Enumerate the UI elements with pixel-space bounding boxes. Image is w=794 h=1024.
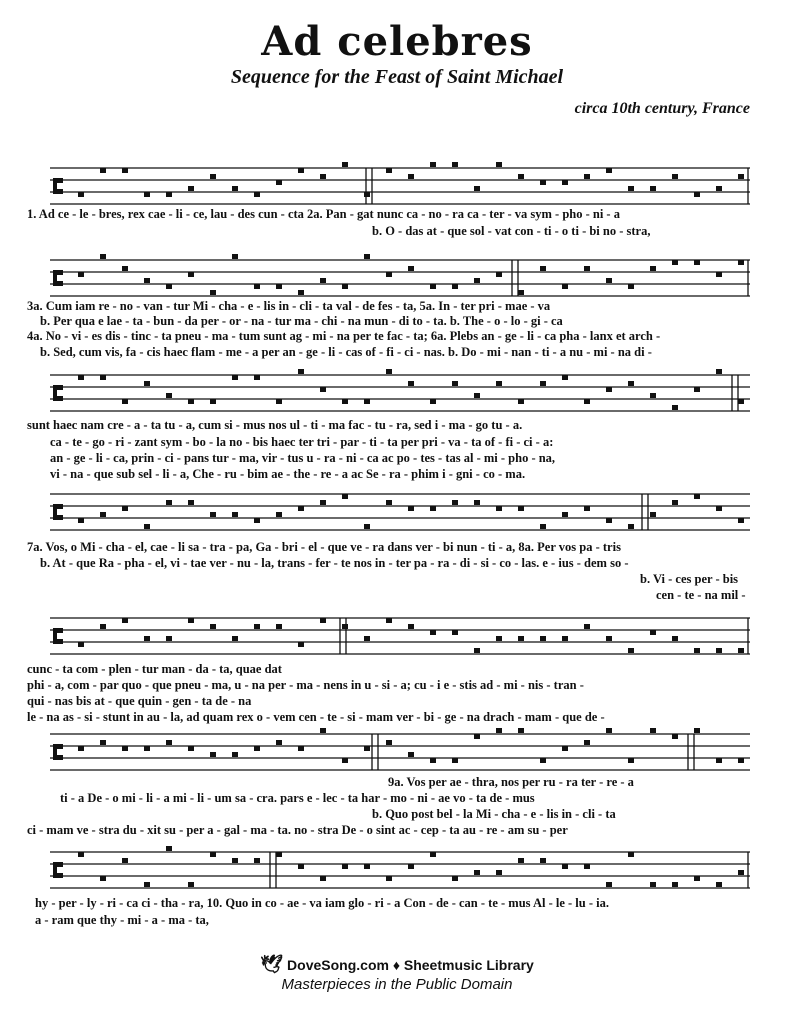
- neume: [540, 858, 546, 863]
- neume: [518, 636, 524, 641]
- neume: [298, 864, 304, 869]
- neume: [254, 858, 260, 863]
- neume: [540, 180, 546, 185]
- neume: [342, 162, 348, 167]
- neume: [298, 168, 304, 173]
- neume: [738, 758, 744, 763]
- neume: [628, 852, 634, 857]
- neume: [364, 746, 370, 751]
- staff-5: [0, 604, 794, 664]
- c-clef-icon: [53, 862, 63, 878]
- neume: [386, 500, 392, 505]
- neume: [78, 192, 84, 197]
- lyric-line: cunc - ta com - plen - tur man - da - ta, quae dat: [27, 662, 282, 676]
- neume: [100, 740, 106, 745]
- neume: [232, 375, 238, 380]
- lyric-line: 1. Ad ce - le - bres, rex cae - li - ce, lau - des cun - cta 2a. Pan - gat nunc ca - no - ra ca - ter - va sym - pho - ni - a: [27, 207, 620, 221]
- neume: [254, 284, 260, 289]
- neume: [430, 852, 436, 857]
- neume: [584, 864, 590, 869]
- neume: [364, 636, 370, 641]
- neume: [518, 290, 524, 295]
- neume: [694, 648, 700, 653]
- neume: [210, 174, 216, 179]
- neume: [584, 740, 590, 745]
- neume: [650, 728, 656, 733]
- neume: [650, 266, 656, 271]
- neume: [210, 852, 216, 857]
- neume: [540, 758, 546, 763]
- neume: [474, 393, 480, 398]
- neume: [144, 381, 150, 386]
- lyric-line: b. Vi - ces per - bis: [640, 572, 739, 586]
- neume: [276, 284, 282, 289]
- neume: [408, 174, 414, 179]
- staff-2: [0, 246, 794, 306]
- neume: [650, 882, 656, 887]
- lyric-line: 7a. Vos, o Mi - cha - el, cae - li sa - tra - pa, Ga - bri - el - que ve - ra dans ver - bi nun - ti - a, 8a. Per vos pa - tris: [27, 540, 621, 554]
- neume: [606, 387, 612, 392]
- neume: [408, 624, 414, 629]
- footer-logo-text: DoveSong.com ♦ Sheetmusic Library: [287, 957, 534, 973]
- neume: [738, 399, 744, 404]
- neume: [254, 624, 260, 629]
- lyric-line: a - ram que thy - mi - a - ma - ta,: [35, 913, 209, 927]
- neume: [408, 752, 414, 757]
- lyric-line: phi - a, com - par quo - que pneu - ma, u - na per - ma - nens in u - si - a; cu - i e - stis ad - mi - nis - tran -: [27, 678, 584, 692]
- staff-6: [0, 720, 794, 780]
- neume: [496, 728, 502, 733]
- neume: [166, 192, 172, 197]
- neume: [452, 876, 458, 881]
- neume: [144, 192, 150, 197]
- neume: [584, 506, 590, 511]
- lyric-line: ci - mam ve - stra du - xit su - per a - gal - ma - ta. no - stra De - o sint ac - cep - ta au - re - am su - per: [27, 823, 568, 837]
- neume: [100, 168, 106, 173]
- lyric-line: ca - te - go - ri - zant sym - bo - la no - bis haec ter tri - par - ti - ta per pri - va - ta of - fi - ci - a:: [50, 435, 554, 449]
- neume: [562, 375, 568, 380]
- neume: [408, 864, 414, 869]
- staff-3: [0, 362, 794, 422]
- lyric-line: 3a. Cum iam re - no - van - tur Mi - cha - e - lis in - cli - ta val - de fes - ta, 5a. In - ter pri - mae - va: [27, 299, 551, 313]
- neume: [672, 734, 678, 739]
- neume: [716, 506, 722, 511]
- lyric-line: qui - nas bis at - que quin - gen - ta de - na: [27, 694, 252, 708]
- neume: [298, 642, 304, 647]
- neume: [562, 864, 568, 869]
- neume: [188, 500, 194, 505]
- neume: [738, 648, 744, 653]
- neume: [100, 876, 106, 881]
- neume: [78, 272, 84, 277]
- lyric-line: b. At - que Ra - pha - el, vi - tae ver - nu - la, trans - fer - te nos in - ter pa - ra - di - si - co - las. e - ius - dem so -: [40, 556, 629, 570]
- neume: [188, 399, 194, 404]
- neume: [386, 618, 392, 623]
- neume: [210, 624, 216, 629]
- neume: [716, 369, 722, 374]
- staff-4: [0, 480, 794, 540]
- neume: [188, 186, 194, 191]
- neume: [738, 174, 744, 179]
- neume: [716, 648, 722, 653]
- neume: [122, 399, 128, 404]
- neume: [738, 518, 744, 523]
- neume: [100, 254, 106, 259]
- neume: [386, 740, 392, 745]
- neume: [452, 381, 458, 386]
- neume: [562, 284, 568, 289]
- neume: [232, 752, 238, 757]
- neume: [650, 186, 656, 191]
- neume: [562, 512, 568, 517]
- neume: [78, 642, 84, 647]
- lyric-line: vi - na - que sub sel - li - a, Che - ru - bim ae - the - re - a ac Se - ra - phim i - gni - co - ma.: [50, 467, 526, 481]
- neume: [78, 518, 84, 523]
- neume: [408, 506, 414, 511]
- neume: [364, 399, 370, 404]
- lyric-line: sunt haec nam cre - a - ta tu - a, cum si - mus nos ul - ti - ma fac - tu - ra, sed i - ma - go tu - a.: [27, 418, 523, 432]
- neume: [628, 758, 634, 763]
- neume: [408, 381, 414, 386]
- c-clef-icon: [53, 504, 63, 520]
- neume: [606, 728, 612, 733]
- neume: [496, 870, 502, 875]
- neume: [606, 882, 612, 887]
- neume: [716, 882, 722, 887]
- neume: [474, 648, 480, 653]
- neume: [430, 630, 436, 635]
- neume: [166, 284, 172, 289]
- neume: [320, 174, 326, 179]
- neume: [474, 186, 480, 191]
- neume: [474, 278, 480, 283]
- neume: [628, 186, 634, 191]
- neume: [122, 506, 128, 511]
- neume: [188, 746, 194, 751]
- neume: [210, 399, 216, 404]
- neume: [122, 746, 128, 751]
- neume: [628, 648, 634, 653]
- lyric-line: ti - a De - o mi - li - a mi - li - um sa - cra. pars e - lec - ta har - mo - ni - ae vo - ta de - mus: [60, 791, 535, 805]
- neume: [78, 375, 84, 380]
- neume: [518, 506, 524, 511]
- neume: [144, 636, 150, 641]
- neume: [672, 174, 678, 179]
- neume: [474, 734, 480, 739]
- lyric-line: hy - per - ly - ri - ca ci - tha - ra, 10. Quo in co - ae - va iam glo - ri - a Con - de - can - te - mus Al - le - lu - ia.: [35, 896, 609, 910]
- neume: [144, 882, 150, 887]
- neume: [584, 399, 590, 404]
- neume: [672, 405, 678, 410]
- neume: [166, 740, 172, 745]
- neume: [298, 290, 304, 295]
- neume: [562, 636, 568, 641]
- neume: [122, 858, 128, 863]
- neume: [320, 387, 326, 392]
- neume: [342, 864, 348, 869]
- neume: [100, 375, 106, 380]
- neume: [188, 272, 194, 277]
- neume: [496, 381, 502, 386]
- lyric-line: an - ge - li - ca, prin - ci - pans tur - ma, vir - tus u - ra - ni - ca ac po - tes - tas al - mi - pho - na,: [50, 451, 556, 465]
- neume: [320, 876, 326, 881]
- neume: [166, 393, 172, 398]
- neume: [694, 387, 700, 392]
- neume: [672, 882, 678, 887]
- neume: [364, 254, 370, 259]
- neume: [78, 746, 84, 751]
- neume: [540, 266, 546, 271]
- neume: [540, 381, 546, 386]
- neume: [606, 168, 612, 173]
- lyric-line: b. O - das at - que sol - vat con - ti - o ti - bi no - stra,: [372, 224, 651, 238]
- neume: [606, 278, 612, 283]
- lyric-line: 4a. No - vi - es dis - tinc - ta pneu - ma - tum sunt ag - mi - na per te fac - ta; 6a. Plebs an - ge - li - ca pha - lanx et arch -: [27, 329, 661, 343]
- c-clef-icon: [53, 385, 63, 401]
- c-clef-icon: [53, 270, 63, 286]
- neume: [342, 624, 348, 629]
- neume: [320, 618, 326, 623]
- neume: [342, 758, 348, 763]
- c-clef-icon: [53, 178, 63, 194]
- neume: [364, 524, 370, 529]
- lyric-line: le - na as - si - stunt in au - la, ad quam rex o - vem cen - te - si - mam ver - bi - ge - na drach - mam - que de -: [27, 710, 605, 724]
- neume: [408, 266, 414, 271]
- neume: [474, 870, 480, 875]
- neume: [496, 272, 502, 277]
- neume: [518, 858, 524, 863]
- neume: [386, 272, 392, 277]
- neume: [584, 174, 590, 179]
- neume: [650, 630, 656, 635]
- neume: [166, 500, 172, 505]
- neume: [122, 618, 128, 623]
- neume: [716, 272, 722, 277]
- neume: [166, 636, 172, 641]
- neume: [386, 369, 392, 374]
- neume: [628, 524, 634, 529]
- neume: [276, 740, 282, 745]
- neume: [298, 746, 304, 751]
- neume: [298, 506, 304, 511]
- neume: [342, 284, 348, 289]
- staff-1: [0, 154, 794, 214]
- neume: [232, 636, 238, 641]
- neume: [210, 512, 216, 517]
- lyric-line: cen - te - na mil -: [656, 588, 746, 602]
- neume: [562, 180, 568, 185]
- neume: [254, 192, 260, 197]
- neume: [122, 266, 128, 271]
- neume: [386, 168, 392, 173]
- neume: [650, 393, 656, 398]
- neume: [716, 186, 722, 191]
- neume: [540, 636, 546, 641]
- neume: [452, 630, 458, 635]
- page-title: Ad celebres: [261, 18, 533, 65]
- lyric-line: b. Per qua e lae - ta - bun - da per - or - na - tur ma - chi - na mun - di to - ta. b. The - o - lo - gi - ca: [40, 314, 563, 328]
- neume: [430, 162, 436, 167]
- footer-tagline: Masterpieces in the Public Domain: [281, 976, 513, 993]
- neume: [430, 399, 436, 404]
- neume: [672, 260, 678, 265]
- neume: [298, 369, 304, 374]
- neume: [738, 870, 744, 875]
- neume: [210, 752, 216, 757]
- lyric-line: b. Quo post bel - la Mi - cha - e - lis in - cli - ta: [372, 807, 616, 821]
- neume: [166, 846, 172, 851]
- neume: [694, 192, 700, 197]
- neume: [320, 728, 326, 733]
- neume: [518, 399, 524, 404]
- neume: [276, 512, 282, 517]
- neume: [628, 381, 634, 386]
- neume: [188, 882, 194, 887]
- neume: [584, 624, 590, 629]
- neume: [452, 162, 458, 167]
- neume: [496, 506, 502, 511]
- page-subtitle: Sequence for the Feast of Saint Michael: [230, 66, 564, 88]
- neume: [254, 518, 260, 523]
- neume: [342, 494, 348, 499]
- neume: [232, 254, 238, 259]
- neume: [210, 290, 216, 295]
- neume: [562, 746, 568, 751]
- neume: [738, 260, 744, 265]
- neume: [276, 399, 282, 404]
- neume: [694, 494, 700, 499]
- neume: [496, 162, 502, 167]
- lyric-line: 9a. Vos per ae - thra, nos per ru - ra ter - re - a: [388, 775, 634, 789]
- neume: [584, 266, 590, 271]
- neume: [100, 624, 106, 629]
- neume: [188, 618, 194, 623]
- neume: [100, 512, 106, 517]
- neume: [364, 864, 370, 869]
- neume: [474, 500, 480, 505]
- neume: [144, 524, 150, 529]
- neume: [430, 758, 436, 763]
- neume: [518, 728, 524, 733]
- neume: [430, 284, 436, 289]
- neume: [694, 876, 700, 881]
- neume: [452, 500, 458, 505]
- neume: [694, 260, 700, 265]
- neume: [320, 500, 326, 505]
- neume: [496, 636, 502, 641]
- neume: [386, 876, 392, 881]
- c-clef-icon: [53, 744, 63, 760]
- neume: [452, 758, 458, 763]
- neume: [694, 728, 700, 733]
- date-line: circa 10th century, France: [574, 100, 750, 117]
- neume: [672, 500, 678, 505]
- neume: [606, 636, 612, 641]
- neume: [276, 624, 282, 629]
- neume: [232, 512, 238, 517]
- neume: [78, 852, 84, 857]
- neume: [716, 758, 722, 763]
- neume: [518, 174, 524, 179]
- neume: [254, 746, 260, 751]
- footer-logo[interactable]: [0, 954, 794, 975]
- lyric-line: b. Sed, cum vis, fa - cis haec flam - me - a per an - ge - li - cas of - fi - ci - nas. b. Do - mi - nan - ti - a nu - mi - na di -: [40, 345, 652, 359]
- neume: [650, 512, 656, 517]
- neume: [276, 180, 282, 185]
- neume: [430, 506, 436, 511]
- neume: [144, 278, 150, 283]
- neume: [320, 278, 326, 283]
- neume: [254, 375, 260, 380]
- neume: [232, 186, 238, 191]
- c-clef-icon: [53, 628, 63, 644]
- dove-icon: 🕊: [260, 954, 284, 974]
- neume: [540, 524, 546, 529]
- neume: [144, 746, 150, 751]
- staff-7: [0, 840, 794, 900]
- neume: [342, 399, 348, 404]
- neume: [672, 636, 678, 641]
- neume: [122, 168, 128, 173]
- neume: [232, 858, 238, 863]
- neume: [276, 852, 282, 857]
- neume: [606, 518, 612, 523]
- neume: [628, 284, 634, 289]
- neume: [364, 192, 370, 197]
- neume: [452, 284, 458, 289]
